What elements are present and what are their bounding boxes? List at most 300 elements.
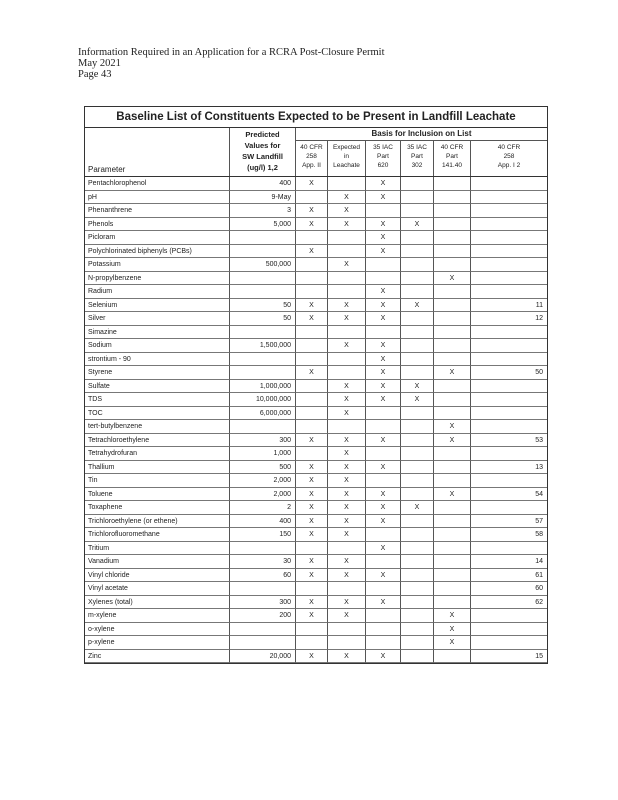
predicted-value-cell: 1,000,000: [230, 380, 296, 394]
predicted-value-cell: [230, 582, 296, 596]
basis-cell: [366, 636, 401, 650]
basis-cell: X: [328, 474, 366, 488]
basis-cell: X: [366, 218, 401, 232]
basis-cell: [471, 191, 547, 205]
predicted-value-cell: 1,500,000: [230, 339, 296, 353]
basis-column-header: 40 CFR Part 141.40: [434, 141, 471, 176]
basis-cell: [296, 407, 328, 421]
basis-cell: 60: [471, 582, 547, 596]
basis-cell: [434, 380, 471, 394]
basis-cell: [401, 434, 434, 448]
basis-cell: X: [296, 312, 328, 326]
predicted-value-cell: 150: [230, 528, 296, 542]
basis-cell: X: [434, 636, 471, 650]
basis-cell: [434, 569, 471, 583]
predicted-value-cell: [230, 245, 296, 259]
basis-cell: [401, 609, 434, 623]
predicted-value-cell: [230, 623, 296, 637]
predicted-value-cell: [230, 353, 296, 367]
parameter-cell: Picloram: [85, 231, 230, 245]
predicted-value-cell: 10,000,000: [230, 393, 296, 407]
header-line-1: Information Required in an Application for a RCRA Post-Closure Permit: [78, 47, 385, 58]
basis-cell: [401, 420, 434, 434]
basis-cell: [471, 218, 547, 232]
parameter-cell: Toluene: [85, 488, 230, 502]
parameter-cell: Simazine: [85, 326, 230, 340]
basis-cell: 15: [471, 650, 547, 664]
basis-cell: X: [366, 434, 401, 448]
parameter-cell: Vinyl acetate: [85, 582, 230, 596]
basis-cell: [328, 231, 366, 245]
basis-cell: [434, 555, 471, 569]
basis-cell: X: [366, 177, 401, 191]
basis-cell: X: [296, 650, 328, 664]
basis-cell: [296, 231, 328, 245]
basis-cell: [401, 339, 434, 353]
basis-cell: [401, 569, 434, 583]
parameter-cell: Tetrahydrofuran: [85, 447, 230, 461]
basis-cell: [328, 326, 366, 340]
basis-cell: [296, 353, 328, 367]
basis-cell: [328, 623, 366, 637]
basis-cell: [296, 380, 328, 394]
basis-cell: [401, 353, 434, 367]
basis-cell: [401, 582, 434, 596]
parameter-cell: Trichlorofluoromethane: [85, 528, 230, 542]
basis-cell: X: [296, 501, 328, 515]
basis-cell: [366, 623, 401, 637]
basis-cell: X: [328, 407, 366, 421]
basis-cell: X: [296, 366, 328, 380]
predicted-value-cell: 50: [230, 299, 296, 313]
basis-cell: [434, 515, 471, 529]
predicted-value-cell: 1,000: [230, 447, 296, 461]
parameter-cell: Toxaphene: [85, 501, 230, 515]
basis-cell: [366, 447, 401, 461]
basis-cell: 62: [471, 596, 547, 610]
parameter-cell: Phenols: [85, 218, 230, 232]
basis-cell: X: [328, 191, 366, 205]
basis-cell: X: [328, 299, 366, 313]
basis-cell: [434, 501, 471, 515]
basis-cell: X: [434, 623, 471, 637]
basis-column-header: 40 CFR 258 App. II: [296, 141, 328, 176]
predicted-value-cell: [230, 231, 296, 245]
basis-cell: [401, 245, 434, 259]
basis-cell: X: [328, 339, 366, 353]
basis-cell: X: [296, 569, 328, 583]
basis-cell: [296, 339, 328, 353]
basis-cell: X: [366, 380, 401, 394]
basis-cell: [401, 542, 434, 556]
basis-cell: X: [328, 393, 366, 407]
parameter-header: Parameter: [85, 128, 230, 176]
basis-cell: X: [366, 501, 401, 515]
predicted-value-cell: [230, 285, 296, 299]
predicted-value-cell: [230, 272, 296, 286]
predicted-values-header: Predicted Values for SW Landfill (ug/l) 1,2: [230, 128, 296, 176]
basis-cell: 58: [471, 528, 547, 542]
predicted-value-cell: [230, 326, 296, 340]
basis-cell: [434, 474, 471, 488]
parameter-cell: Styrene: [85, 366, 230, 380]
basis-cell: X: [296, 177, 328, 191]
basis-column-header: 35 IAC Part 302: [401, 141, 434, 176]
basis-cell: [434, 312, 471, 326]
basis-cell: X: [328, 515, 366, 529]
basis-cell: X: [296, 245, 328, 259]
basis-cell: [401, 366, 434, 380]
basis-cell: 57: [471, 515, 547, 529]
basis-cell: 53: [471, 434, 547, 448]
basis-cell: [471, 285, 547, 299]
basis-cell: [471, 245, 547, 259]
parameter-cell: Potassium: [85, 258, 230, 272]
basis-cell: [434, 447, 471, 461]
basis-column-header: 40 CFR 258 App. I 2: [497, 144, 521, 169]
basis-subheaders: [296, 141, 547, 176]
basis-cell: X: [366, 285, 401, 299]
parameter-cell: Selenium: [85, 299, 230, 313]
basis-cell: [434, 285, 471, 299]
basis-cell: X: [328, 650, 366, 664]
basis-cell: [401, 191, 434, 205]
parameter-cell: Tin: [85, 474, 230, 488]
basis-cell: [401, 326, 434, 340]
parameter-cell: Sodium: [85, 339, 230, 353]
parameter-cell: m-xylene: [85, 609, 230, 623]
basis-cell: X: [366, 542, 401, 556]
basis-cell: [401, 515, 434, 529]
basis-cell: [366, 582, 401, 596]
basis-cell: X: [328, 569, 366, 583]
header-line-2: May 2021: [78, 58, 121, 69]
basis-cell: X: [366, 488, 401, 502]
basis-cell: X: [296, 555, 328, 569]
parameter-cell: TOC: [85, 407, 230, 421]
predicted-value-cell: 30: [230, 555, 296, 569]
basis-cell: [401, 285, 434, 299]
basis-cell: 12: [471, 312, 547, 326]
predicted-value-cell: 60: [230, 569, 296, 583]
parameter-cell: strontium - 90: [85, 353, 230, 367]
basis-cell: X: [401, 501, 434, 515]
predicted-value-cell: 20,000: [230, 650, 296, 664]
basis-cell: 14: [471, 555, 547, 569]
basis-cell: [366, 204, 401, 218]
basis-cell: X: [296, 515, 328, 529]
parameter-cell: Vanadium: [85, 555, 230, 569]
predicted-value-cell: 400: [230, 177, 296, 191]
basis-cell: X: [366, 461, 401, 475]
parameter-cell: N-propylbenzene: [85, 272, 230, 286]
basis-cell: X: [296, 461, 328, 475]
parameter-cell: Zinc: [85, 650, 230, 664]
basis-cell: [296, 623, 328, 637]
basis-cell: X: [296, 596, 328, 610]
basis-cell: [328, 542, 366, 556]
basis-cell: [401, 204, 434, 218]
parameter-cell: Sulfate: [85, 380, 230, 394]
basis-cell: [471, 231, 547, 245]
basis-cell: [434, 245, 471, 259]
basis-cell: X: [296, 434, 328, 448]
constituents-table: [84, 106, 548, 664]
basis-column-header: 35 IAC Part 620: [366, 141, 401, 176]
basis-cell: X: [366, 191, 401, 205]
basis-cell: [471, 609, 547, 623]
basis-cell: [366, 272, 401, 286]
basis-cell: X: [366, 515, 401, 529]
basis-cell: [471, 393, 547, 407]
document-header: [78, 47, 385, 80]
basis-cell: [434, 393, 471, 407]
basis-cell: [471, 380, 547, 394]
basis-cell: [401, 623, 434, 637]
basis-cell: [401, 650, 434, 664]
basis-cell: 11: [471, 299, 547, 313]
basis-cell: [471, 177, 547, 191]
basis-cell: X: [401, 218, 434, 232]
basis-cell: X: [328, 488, 366, 502]
predicted-value-cell: 500: [230, 461, 296, 475]
basis-cell: [434, 299, 471, 313]
basis-cell: [434, 339, 471, 353]
parameter-cell: p-xylene: [85, 636, 230, 650]
basis-cell: [401, 461, 434, 475]
basis-cell: [296, 326, 328, 340]
basis-cell: X: [366, 245, 401, 259]
predicted-value-cell: 9-May: [230, 191, 296, 205]
basis-cell: 54: [471, 488, 547, 502]
basis-cell: X: [401, 393, 434, 407]
basis-cell: [328, 353, 366, 367]
parameter-cell: Vinyl chloride: [85, 569, 230, 583]
predicted-value-cell: 2: [230, 501, 296, 515]
basis-cell: [471, 326, 547, 340]
basis-cell: [401, 636, 434, 650]
basis-cell: [401, 231, 434, 245]
basis-cell: [401, 528, 434, 542]
parameter-cell: Polychlorinated biphenyls (PCBs): [85, 245, 230, 259]
parameter-cell: Radium: [85, 285, 230, 299]
basis-cell: [471, 353, 547, 367]
basis-cell: [366, 420, 401, 434]
basis-cell: [471, 339, 547, 353]
basis-cell: [328, 582, 366, 596]
basis-cell: [434, 218, 471, 232]
basis-cell: [328, 636, 366, 650]
predicted-value-cell: 50: [230, 312, 296, 326]
basis-cell: X: [328, 218, 366, 232]
basis-cell: [434, 542, 471, 556]
basis-cell: [434, 650, 471, 664]
basis-cell: [296, 258, 328, 272]
basis-cell: X: [328, 596, 366, 610]
basis-cell: X: [366, 393, 401, 407]
basis-cell: X: [434, 420, 471, 434]
basis-cell: X: [434, 609, 471, 623]
basis-cell: [471, 407, 547, 421]
basis-cell: [434, 596, 471, 610]
basis-cell: [401, 474, 434, 488]
predicted-value-cell: 500,000: [230, 258, 296, 272]
basis-cell: [328, 285, 366, 299]
basis-cell: X: [328, 461, 366, 475]
parameter-cell: Phenanthrene: [85, 204, 230, 218]
basis-cell: [296, 582, 328, 596]
basis-cell: [471, 204, 547, 218]
basis-cell: [328, 245, 366, 259]
basis-cell: 50: [471, 366, 547, 380]
basis-cell: X: [328, 609, 366, 623]
basis-cell: X: [366, 312, 401, 326]
basis-cell: [296, 447, 328, 461]
basis-cell: [296, 420, 328, 434]
basis-cell: [401, 272, 434, 286]
basis-cell: X: [434, 366, 471, 380]
predicted-value-cell: 2,000: [230, 474, 296, 488]
basis-title: Basis for Inclusion on List: [296, 128, 547, 141]
basis-cell: X: [328, 204, 366, 218]
basis-cell: X: [366, 650, 401, 664]
parameter-cell: Pentachlorophenol: [85, 177, 230, 191]
basis-cell: X: [366, 366, 401, 380]
basis-cell: [471, 542, 547, 556]
basis-cell: X: [296, 528, 328, 542]
basis-cell: 13: [471, 461, 547, 475]
predicted-value-cell: 400: [230, 515, 296, 529]
basis-cell: [296, 272, 328, 286]
basis-column-header: Expected in Leachate: [328, 141, 366, 176]
basis-cell: [471, 420, 547, 434]
basis-cell: X: [366, 339, 401, 353]
table-body: [85, 177, 547, 663]
predicted-value-cell: 200: [230, 609, 296, 623]
basis-cell: X: [434, 434, 471, 448]
basis-cell: [401, 258, 434, 272]
parameter-cell: Thallium: [85, 461, 230, 475]
basis-cell: [434, 258, 471, 272]
basis-cell: [366, 326, 401, 340]
basis-cell: X: [434, 272, 471, 286]
basis-cell: X: [296, 609, 328, 623]
basis-cell: [434, 528, 471, 542]
basis-cell: [328, 272, 366, 286]
basis-cell: [434, 231, 471, 245]
basis-cell: [328, 177, 366, 191]
basis-cell: [401, 555, 434, 569]
basis-cell: [296, 393, 328, 407]
predicted-value-cell: [230, 366, 296, 380]
parameter-cell: Silver: [85, 312, 230, 326]
basis-cell: X: [328, 380, 366, 394]
basis-cell: [366, 528, 401, 542]
basis-cell: X: [328, 555, 366, 569]
basis-cell: [401, 177, 434, 191]
basis-cell: [296, 636, 328, 650]
basis-cell: X: [366, 353, 401, 367]
parameter-cell: Trichloroethylene (or ethene): [85, 515, 230, 529]
predicted-value-cell: 5,000: [230, 218, 296, 232]
basis-cell: [296, 191, 328, 205]
basis-cell: [401, 596, 434, 610]
basis-cell: [366, 474, 401, 488]
basis-cell: X: [296, 204, 328, 218]
predicted-value-cell: [230, 420, 296, 434]
header-line-3: Page 43: [78, 69, 112, 80]
basis-cell: X: [328, 528, 366, 542]
table-header: [85, 128, 547, 177]
parameter-cell: Xylenes (total): [85, 596, 230, 610]
predicted-value-cell: 2,000: [230, 488, 296, 502]
basis-cell: [471, 272, 547, 286]
predicted-value-cell: 300: [230, 434, 296, 448]
basis-cell: X: [434, 488, 471, 502]
parameter-cell: TDS: [85, 393, 230, 407]
basis-header: [296, 128, 547, 176]
basis-cell: [434, 204, 471, 218]
basis-cell: [366, 609, 401, 623]
basis-cell: X: [328, 447, 366, 461]
basis-cell: X: [296, 488, 328, 502]
basis-cell: [401, 407, 434, 421]
basis-cell: [471, 623, 547, 637]
predicted-value-cell: 300: [230, 596, 296, 610]
parameter-cell: tert-butylbenzene: [85, 420, 230, 434]
basis-cell: X: [401, 380, 434, 394]
basis-cell: [401, 488, 434, 502]
parameter-cell: pH: [85, 191, 230, 205]
basis-cell: X: [328, 312, 366, 326]
basis-cell: [328, 420, 366, 434]
basis-cell: X: [366, 569, 401, 583]
basis-cell: [471, 474, 547, 488]
basis-cell: [328, 366, 366, 380]
basis-cell: X: [296, 474, 328, 488]
basis-cell: [434, 461, 471, 475]
predicted-value-cell: 6,000,000: [230, 407, 296, 421]
basis-cell: X: [366, 299, 401, 313]
basis-cell: [366, 407, 401, 421]
basis-cell: [434, 582, 471, 596]
basis-cell: [471, 447, 547, 461]
basis-cell: X: [366, 596, 401, 610]
basis-cell: [296, 285, 328, 299]
basis-cell: [434, 407, 471, 421]
basis-cell: X: [328, 434, 366, 448]
basis-cell: [471, 501, 547, 515]
basis-cell: [296, 542, 328, 556]
basis-cell: [434, 326, 471, 340]
parameter-cell: Tetrachloroethylene: [85, 434, 230, 448]
basis-cell: X: [296, 218, 328, 232]
basis-cell: [471, 258, 547, 272]
basis-cell: [434, 353, 471, 367]
basis-cell: [401, 312, 434, 326]
basis-cell: X: [366, 231, 401, 245]
basis-cell: [471, 636, 547, 650]
predicted-value-cell: 3: [230, 204, 296, 218]
basis-cell: X: [328, 258, 366, 272]
basis-cell: [366, 258, 401, 272]
table-title: Baseline List of Constituents Expected to be Present in Landfill Leachate: [85, 107, 547, 128]
basis-cell: X: [401, 299, 434, 313]
basis-cell: X: [328, 501, 366, 515]
basis-cell: X: [296, 299, 328, 313]
basis-cell: [366, 555, 401, 569]
predicted-value-cell: [230, 542, 296, 556]
